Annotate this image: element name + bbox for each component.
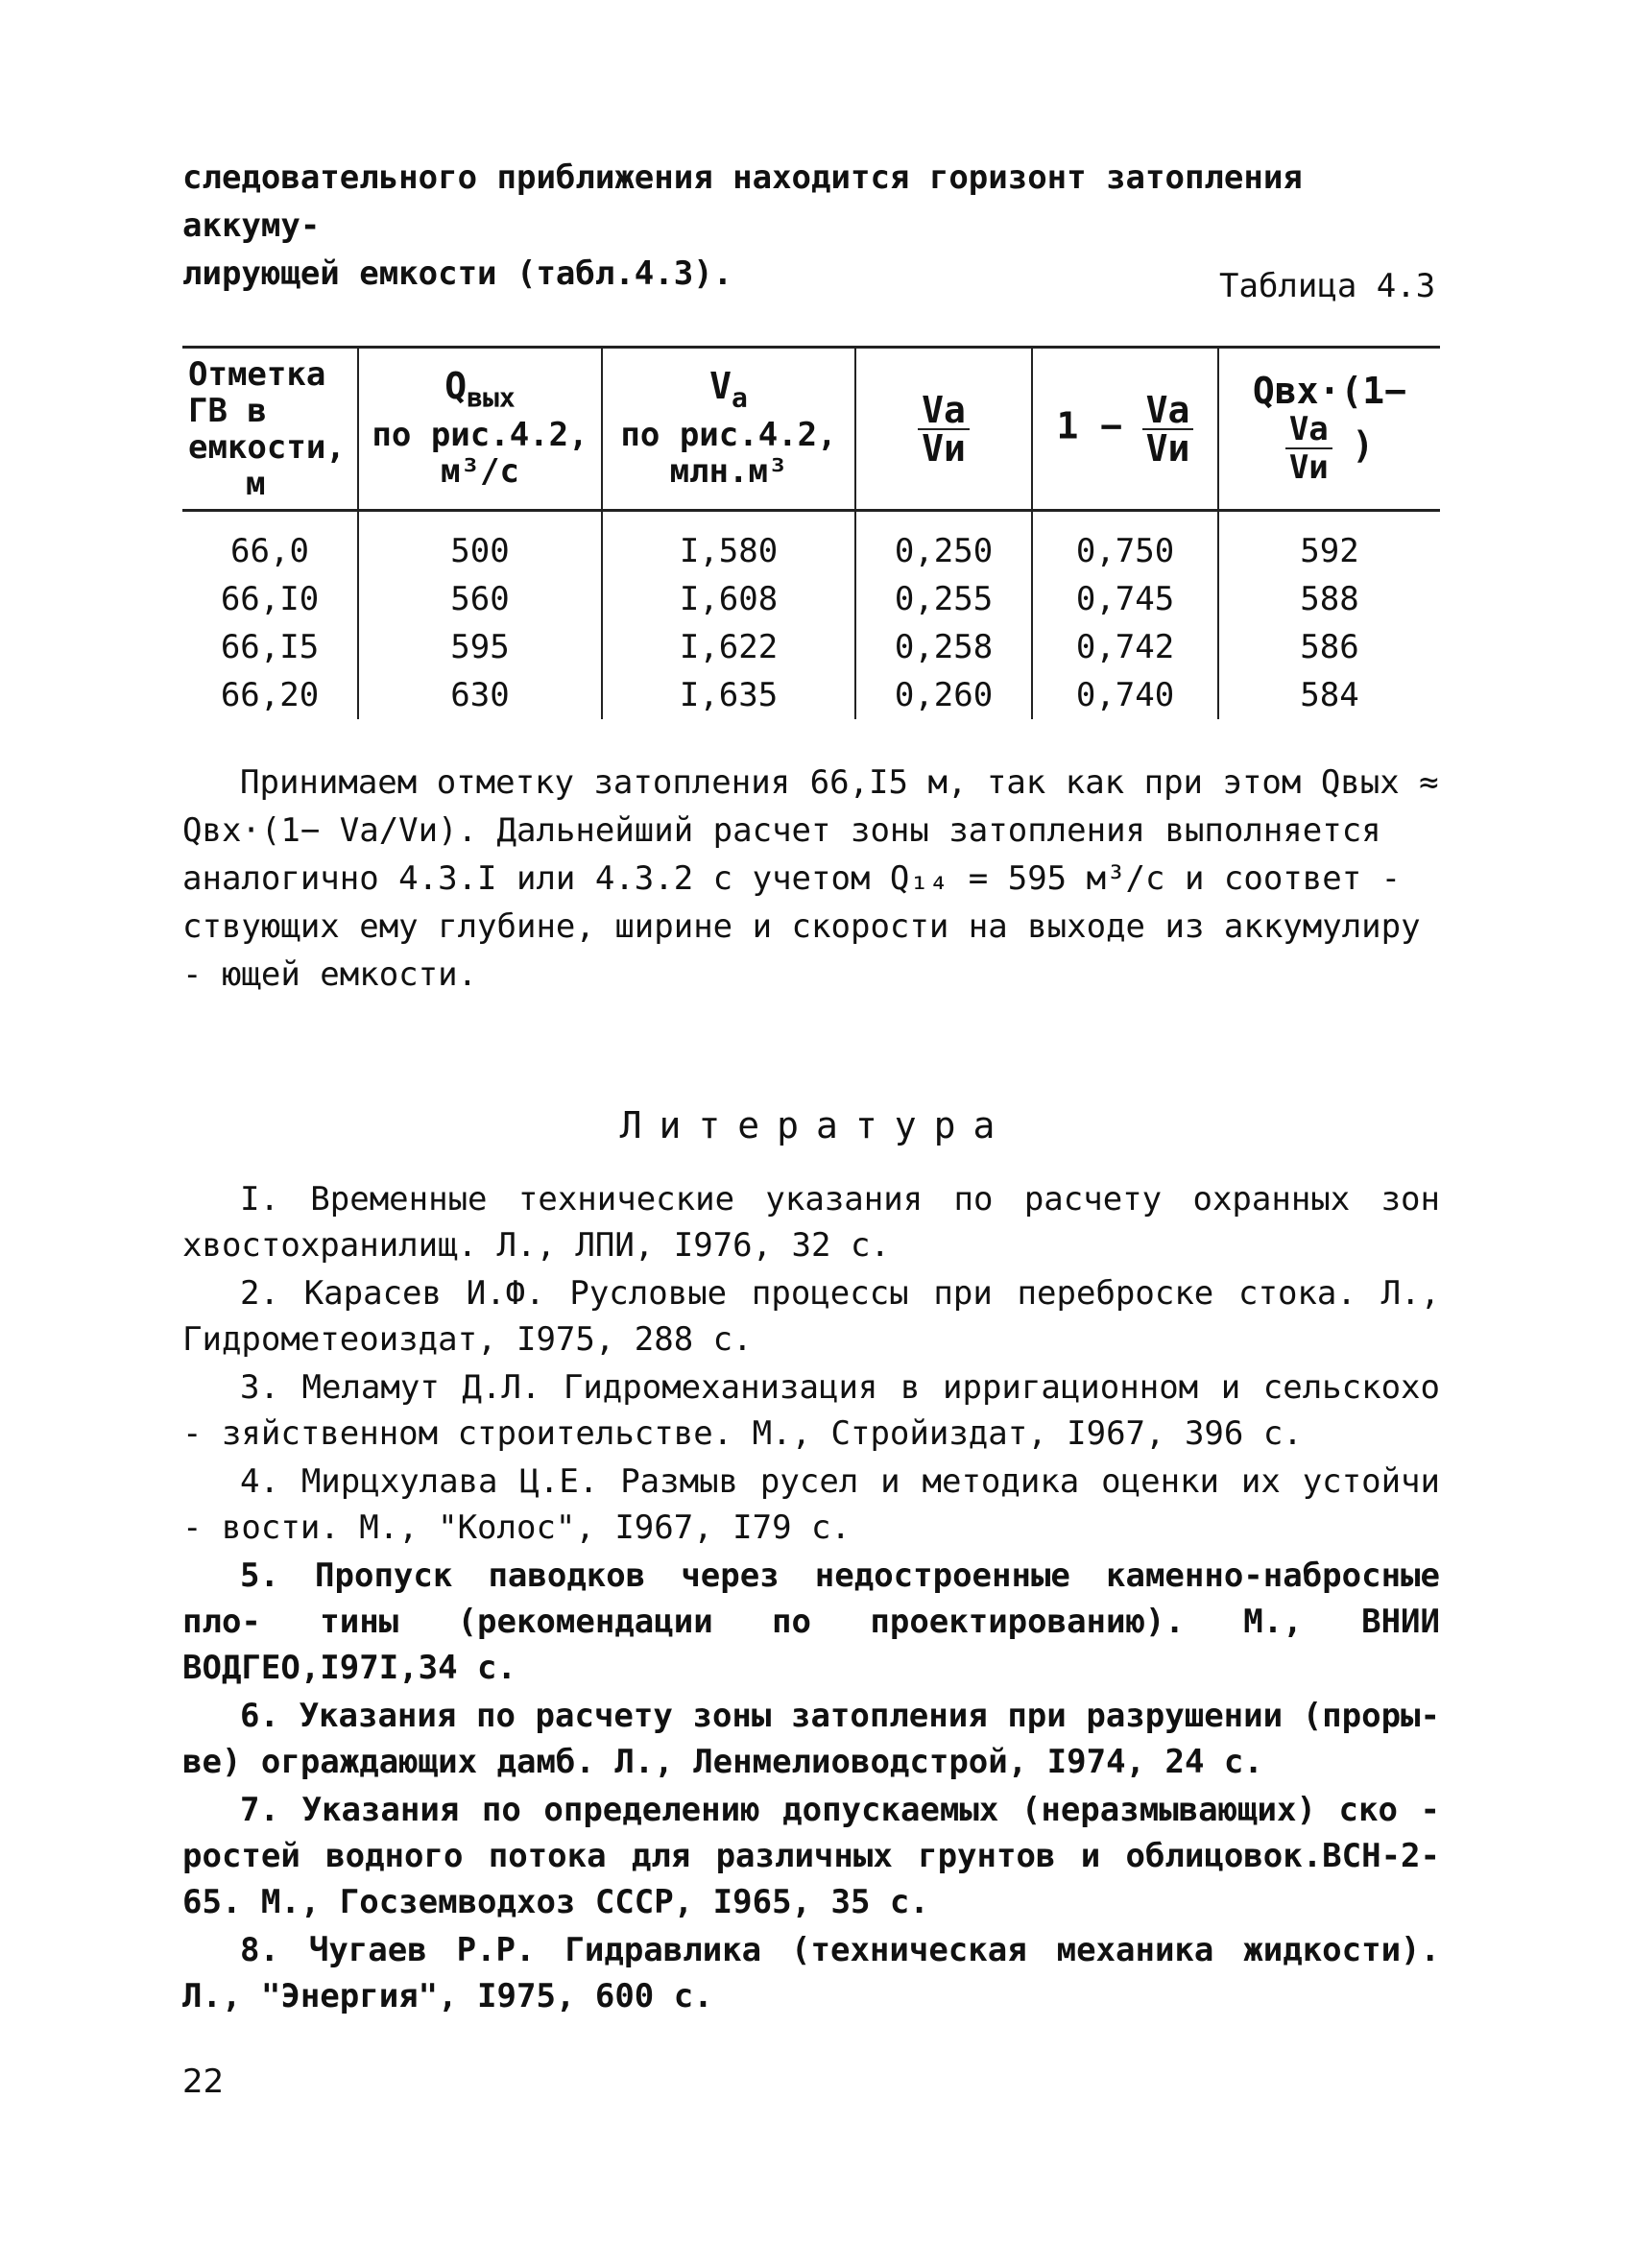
cell-volume: I,608 <box>602 575 855 623</box>
reference-item: 6. Указания по расчету зоны затопления при разрушении (проры- ве) ограждающих дамб. Л., Ленмелиоводстрой, I974, 24 с. <box>182 1697 1440 1781</box>
header-outflow-source: по рис.4.2, <box>372 415 588 454</box>
reference-item: 3. Меламут Д.Л. Гидромеханизация в ирригационном и сельскохо - зяйственном строительстве. М., Стройиздат, I967, 396 с. <box>182 1368 1440 1453</box>
results-table <box>182 346 1440 719</box>
literature-heading: Литература <box>619 1104 1013 1146</box>
table-caption: Таблица 4.3 <box>1219 267 1436 305</box>
cell-outflow: 595 <box>358 623 602 671</box>
cell-ratio: 0,255 <box>855 575 1032 623</box>
cell-volume: I,622 <box>602 623 855 671</box>
acceptance-paragraph <box>182 759 1440 999</box>
cell-ratio: 0,250 <box>855 511 1032 576</box>
table-row <box>182 623 1440 671</box>
reference-item: 5. Пропуск паводков через недостроенные каменно-набросные пло- тины (рекомендации по проектированию). М., ВНИИ ВОДГЕО,I97I,34 с. <box>182 1556 1440 1687</box>
header-outflow-symbol: Q <box>444 365 468 408</box>
header-elevation-line1: Отметка <box>188 354 326 394</box>
header-product-num: Vа <box>1285 411 1332 449</box>
header-ratio-den: Vи <box>922 426 966 470</box>
header-ratio-fraction <box>918 388 970 470</box>
header-one-minus-ratio <box>1032 348 1218 511</box>
cell-one-minus-ratio: 0,745 <box>1032 575 1218 623</box>
cell-elevation: 66,20 <box>220 676 320 714</box>
intro-line-2: лирующей емкости (табл.4.3). <box>182 254 733 293</box>
cell-one-minus-ratio: 0,750 <box>1032 511 1218 576</box>
header-outflow-sub: вых <box>467 381 516 414</box>
cell-elevation: 66,0 <box>230 532 309 570</box>
reference-item: 4. Мирцхулава Ц.Е. Размыв русел и методика оценки их устойчи - вости. М., "Колос", I967, I79 с. <box>182 1462 1440 1547</box>
header-product <box>1218 348 1440 511</box>
header-one-minus-prefix: 1 − <box>1056 404 1123 446</box>
header-elevation <box>182 348 358 511</box>
references-list <box>182 1176 1440 2021</box>
cell-one-minus-ratio: 0,740 <box>1032 671 1218 719</box>
cell-volume: I,580 <box>602 511 855 576</box>
cell-outflow: 630 <box>358 671 602 719</box>
cell-outflow: 560 <box>358 575 602 623</box>
cell-outflow: 500 <box>358 511 602 576</box>
header-ratio <box>855 348 1032 511</box>
table-body <box>182 511 1440 720</box>
header-one-minus-den: Vи <box>1145 426 1190 470</box>
header-product-suffix: ) <box>1352 423 1375 466</box>
reference-item: 7. Указания по определению допускаемых (неразмывающих) ско - ростей водного потока для различных грунтов и облицовок.ВСН-2-65. М., Госземводхоз СССР, I965, 35 с. <box>182 1791 1440 1921</box>
table-row <box>182 575 1440 623</box>
header-outflow-unit: м³/с <box>441 451 519 491</box>
cell-product: 586 <box>1218 623 1440 671</box>
reference-item: 2. Карасев И.Ф. Русловые процессы при переброске стока. Л., Гидрометеоиздат, I975, 288 с. <box>182 1274 1440 1359</box>
cell-one-minus-ratio: 0,742 <box>1032 623 1218 671</box>
header-one-minus-fraction <box>1142 388 1194 470</box>
cell-product: 592 <box>1218 511 1440 576</box>
header-elevation-line4: м <box>246 464 266 503</box>
cell-elevation: 66,I0 <box>220 580 320 618</box>
table-header <box>182 348 1440 511</box>
header-elevation-line2: ГВ в <box>188 391 267 430</box>
header-one-minus-num: Vа <box>1142 392 1194 430</box>
intro-line-1: следовательного приближения находится горизонт затопления аккуму- <box>182 158 1303 245</box>
header-outflow <box>358 348 602 511</box>
reference-item: I. Временные технические указания по расчету охранных зон хвостохранилищ. Л., ЛПИ, I976, 32 с. <box>182 1180 1440 1265</box>
header-product-fraction <box>1285 411 1332 486</box>
cell-product: 584 <box>1218 671 1440 719</box>
header-product-prefix: Qвх·(1− <box>1252 369 1407 412</box>
header-volume-sub: а <box>732 381 748 414</box>
header-volume-source: по рис.4.2, <box>620 415 837 454</box>
cell-ratio: 0,260 <box>855 671 1032 719</box>
page-number: 22 <box>182 2063 225 2101</box>
reference-item: 8. Чугаев Р.Р. Гидравлика (техническая механика жидкости). Л., "Энергия", I975, 600 с. <box>182 1931 1440 2015</box>
cell-elevation: 66,I5 <box>220 628 320 666</box>
cell-ratio: 0,258 <box>855 623 1032 671</box>
table-row <box>182 671 1440 719</box>
header-ratio-num: Vа <box>918 392 970 430</box>
header-volume <box>602 348 855 511</box>
table-row <box>182 511 1440 576</box>
acceptance-text: Принимаем отметку затопления 66,I5 м, так как при этом Qвых ≈ Qвх·(1− Vа/Vи). Дальнейший расчет зоны затопления выполняется аналогично 4.3.I или 4.3.2 с учетом Q₁₄ = 595 м³/с и соответ - ствующих ему глубине, ширине и скорости на выходе из аккумулиру - ющей емкости. <box>182 763 1439 994</box>
header-volume-symbol: V <box>709 365 732 408</box>
header-volume-unit: млн.м³ <box>669 451 788 491</box>
header-elevation-line3: емкости, <box>188 427 346 467</box>
cell-volume: I,635 <box>602 671 855 719</box>
cell-product: 588 <box>1218 575 1440 623</box>
header-product-den: Vи <box>1288 447 1329 487</box>
